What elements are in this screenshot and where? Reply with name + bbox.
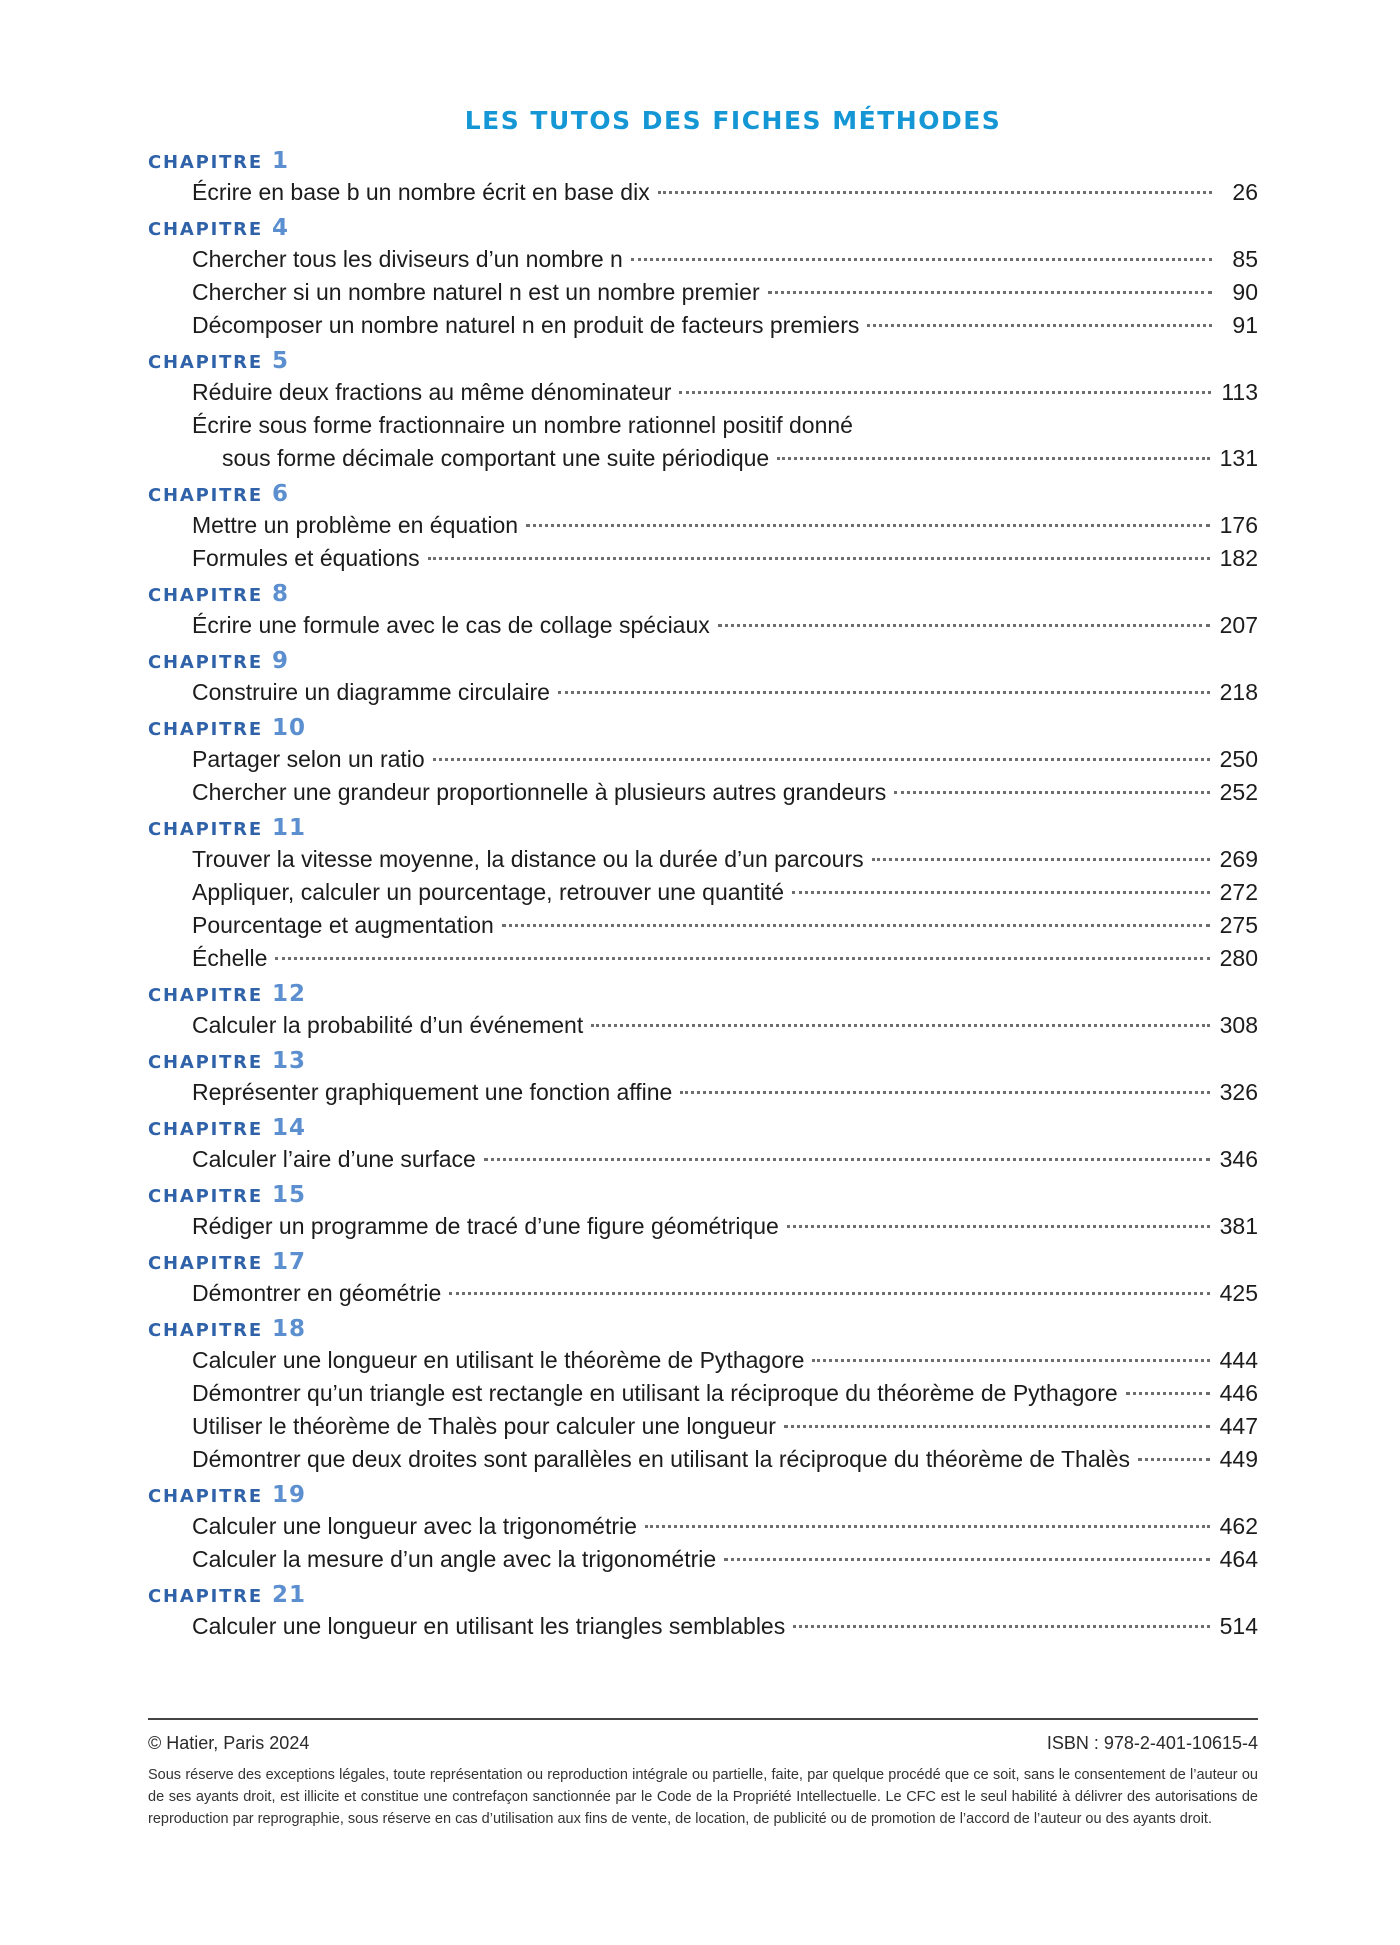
page-number: 90 [1232,279,1258,305]
toc-entry[interactable] [148,609,1258,642]
entry-title: Démontrer que deux droites sont parallèles en utilisant la réciproque du théorème de Thalès [192,1446,1131,1472]
chapter-number: 18 [271,1316,306,1342]
dot-leader [1126,1392,1210,1395]
toc-list [148,146,1258,1643]
entry-title: Représenter graphiquement une fonction affine [192,1079,673,1105]
chapter-label: CHAPITRE [148,219,263,240]
chapter-number: 21 [271,1582,306,1608]
chapter-label: CHAPITRE [148,985,263,1006]
page-number: 381 [1219,1213,1258,1239]
entry-title: Appliquer, calculer un pourcentage, retrouver une quantité [192,879,785,905]
toc-entry[interactable] [148,509,1258,542]
dot-leader [449,1292,1209,1295]
page-number: 113 [1221,379,1258,405]
toc-entry[interactable] [148,843,1258,876]
page-number: 131 [1219,445,1258,471]
chapter-label: CHAPITRE [148,485,263,506]
page-number: 269 [1219,846,1258,872]
chapter-label: CHAPITRE [148,1119,263,1140]
page-number: 464 [1219,1546,1258,1572]
entry-title: Écrire en base b un nombre écrit en base dix [192,179,650,205]
page-number: 275 [1219,912,1258,938]
chapter-number: 5 [271,348,289,374]
page-number: 444 [1219,1347,1258,1373]
page-number: 218 [1219,679,1258,705]
chapter-label: CHAPITRE [148,719,263,740]
entry-title: Calculer la probabilité d’un événement [192,1012,584,1038]
dot-leader [558,691,1210,694]
dot-leader [591,1024,1209,1027]
chapter-heading [148,1046,1258,1076]
toc-entry[interactable] [148,409,1258,475]
dot-leader [428,557,1210,560]
toc-entry[interactable] [148,1510,1258,1543]
chapter-number: 1 [271,148,289,174]
dot-leader [812,1359,1209,1362]
legal-notice: Sous réserve des exceptions légales, toute représentation ou reproduction intégrale ou partielle, faite, par quelque procédé que ce soit, sans le consentement de l’auteur ou de ses ayants droit, est illicite et constitue une contrefaçon sanctionnée par le Code de la Propriété Intellectuelle. Le CFC est le seul habilité à délivrer des autorisations de reproduction par reprographie, sous réserve en cas d’utilisation aux fins de vente, de location, de publicité ou de promotion de l’accord de l’auteur ou des ayants droit. [148,1767,1258,1827]
entry-title: Démontrer qu’un triangle est rectangle en utilisant la réciproque du théorème de Pythagore [192,1380,1118,1406]
entry-title: Calculer une longueur en utilisant le théorème de Pythagore [192,1347,805,1373]
dot-leader [784,1425,1210,1428]
entry-title: Écrire sous forme fractionnaire un nombre rationnel positif donné [192,412,853,438]
toc-entry[interactable] [148,1076,1258,1109]
toc-entry[interactable] [148,909,1258,942]
toc-entry[interactable] [148,176,1258,209]
dot-leader [792,891,1210,894]
chapter-number: 8 [271,581,289,607]
dot-leader [526,524,1210,527]
toc-entry[interactable] [148,1344,1258,1377]
dot-leader [645,1525,1210,1528]
dot-leader [275,957,1209,960]
dot-leader [777,457,1209,460]
chapter-label: CHAPITRE [148,819,263,840]
toc-entry[interactable] [148,1009,1258,1042]
chapter-heading [148,346,1258,376]
chapter-label: CHAPITRE [148,1052,263,1073]
chapter-heading [148,979,1258,1009]
chapter-heading [148,813,1258,843]
page-number: 252 [1219,779,1258,805]
chapter-heading [148,1580,1258,1610]
entry-title: Calculer l’aire d’une surface [192,1146,476,1172]
entry-title: Chercher tous les diviseurs d’un nombre n [192,246,623,272]
page-number: 280 [1219,945,1258,971]
dot-leader [894,791,1209,794]
page-number: 449 [1219,1446,1258,1472]
dot-leader [787,1225,1210,1228]
chapter-heading [148,713,1258,743]
page-number: 447 [1219,1413,1258,1439]
chapter-number: 17 [271,1249,306,1275]
page-number: 346 [1219,1146,1258,1172]
toc-entry[interactable] [148,1610,1258,1643]
dot-leader [724,1558,1209,1561]
page-number: 207 [1219,612,1258,638]
chapter-number: 9 [271,648,289,674]
chapter-heading [148,213,1258,243]
dot-leader [658,191,1212,194]
chapter-number: 19 [271,1482,306,1508]
toc-page [148,100,1258,1643]
entry-title: Démontrer en géométrie [192,1280,442,1306]
dot-leader [680,1091,1209,1094]
page-number: 446 [1219,1380,1258,1406]
toc-entry[interactable] [148,1210,1258,1243]
dot-leader [872,858,1210,861]
page-number: 462 [1219,1513,1258,1539]
chapter-number: 6 [271,481,289,507]
toc-entry[interactable] [148,942,1258,975]
copyright-text: © Hatier, Paris 2024 [148,1733,310,1753]
entry-title: Utiliser le théorème de Thalès pour calculer une longueur [192,1413,776,1439]
entry-title: Décomposer un nombre naturel n en produit de facteurs premiers [192,312,860,338]
footer-row [148,1728,1258,1758]
dot-leader [631,258,1212,261]
chapter-heading [148,1113,1258,1143]
page-number: 425 [1219,1280,1258,1306]
isbn-text: ISBN : 978-2-401-10615-4 [1046,1733,1258,1753]
dot-leader [433,758,1210,761]
page-number: 326 [1219,1079,1258,1105]
toc-entry[interactable] [148,1277,1258,1310]
page-number: 514 [1219,1613,1258,1639]
dot-leader [768,291,1212,294]
chapter-label: CHAPITRE [148,585,263,606]
entry-continuation-line [192,442,1258,475]
page-number: 26 [1232,179,1258,205]
chapter-label: CHAPITRE [148,1586,263,1607]
chapter-label: CHAPITRE [148,352,263,373]
entry-title: Chercher une grandeur proportionnelle à plusieurs autres grandeurs [192,779,887,805]
entry-title: Réduire deux fractions au même dénominateur [192,379,672,405]
page-number: 182 [1219,545,1258,571]
entry-title: Rédiger un programme de tracé d’une figure géométrique [192,1213,779,1239]
chapter-heading [148,479,1258,509]
chapter-heading [148,579,1258,609]
page-title: LES TUTOS DES FICHES MÉTHODES [464,106,1002,135]
page-number: 85 [1232,246,1258,272]
entry-title-continued: sous forme décimale comportant une suite périodique [222,445,770,471]
toc-entry[interactable] [148,676,1258,709]
entry-title: Trouver la vitesse moyenne, la distance ou la durée d’un parcours [192,846,864,872]
toc-entry[interactable] [148,776,1258,809]
dot-leader [1138,1458,1210,1461]
page-number: 250 [1219,746,1258,772]
chapter-label: CHAPITRE [148,1486,263,1507]
chapter-number: 4 [271,215,289,241]
toc-entry[interactable] [148,309,1258,342]
chapter-number: 10 [271,715,306,741]
chapter-number: 14 [271,1115,306,1141]
chapter-heading [148,1180,1258,1210]
chapter-number: 15 [271,1182,306,1208]
dot-leader [718,624,1210,627]
page-number: 272 [1219,879,1258,905]
entry-title: Écrire une formule avec le cas de collage spéciaux [192,612,710,638]
chapter-heading [148,1480,1258,1510]
chapter-heading [148,146,1258,176]
chapter-number: 13 [271,1048,306,1074]
footer [148,1718,1258,1830]
dot-leader [793,1625,1209,1628]
entry-title: Mettre un problème en équation [192,512,519,538]
dot-leader [867,324,1212,327]
chapter-label: CHAPITRE [148,1186,263,1207]
toc-entry[interactable] [148,376,1258,409]
page-number: 308 [1219,1012,1258,1038]
chapter-label: CHAPITRE [148,652,263,673]
chapter-heading [148,1314,1258,1344]
toc-entry[interactable] [148,1443,1258,1476]
chapter-number: 11 [271,815,306,841]
chapter-number: 12 [271,981,306,1007]
toc-entry[interactable] [148,276,1258,309]
entry-title: Pourcentage et augmentation [192,912,494,938]
chapter-label: CHAPITRE [148,1253,263,1274]
toc-entry[interactable] [148,243,1258,276]
page-number: 91 [1232,312,1258,338]
toc-entry[interactable] [148,1543,1258,1576]
toc-entry[interactable] [148,1143,1258,1176]
toc-entry[interactable] [148,876,1258,909]
entry-title: Chercher si un nombre naturel n est un nombre premier [192,279,760,305]
entry-title: Calculer la mesure d’un angle avec la trigonométrie [192,1546,717,1572]
dot-leader [502,924,1210,927]
chapter-label: CHAPITRE [148,1320,263,1341]
toc-entry[interactable] [148,1410,1258,1443]
chapter-heading [148,646,1258,676]
toc-entry[interactable] [148,542,1258,575]
chapter-label: CHAPITRE [148,152,263,173]
page-number: 176 [1219,512,1258,538]
toc-entry[interactable] [148,743,1258,776]
entry-title: Formules et équations [192,545,420,571]
entry-title: Partager selon un ratio [192,746,425,772]
chapter-heading [148,1247,1258,1277]
dot-leader [679,391,1211,394]
entry-title: Calculer une longueur avec la trigonométrie [192,1513,637,1539]
toc-entry[interactable] [148,1377,1258,1410]
entry-title: Calculer une longueur en utilisant les triangles semblables [192,1613,786,1639]
entry-title: Échelle [192,945,268,971]
entry-title: Construire un diagramme circulaire [192,679,550,705]
dot-leader [484,1158,1210,1161]
